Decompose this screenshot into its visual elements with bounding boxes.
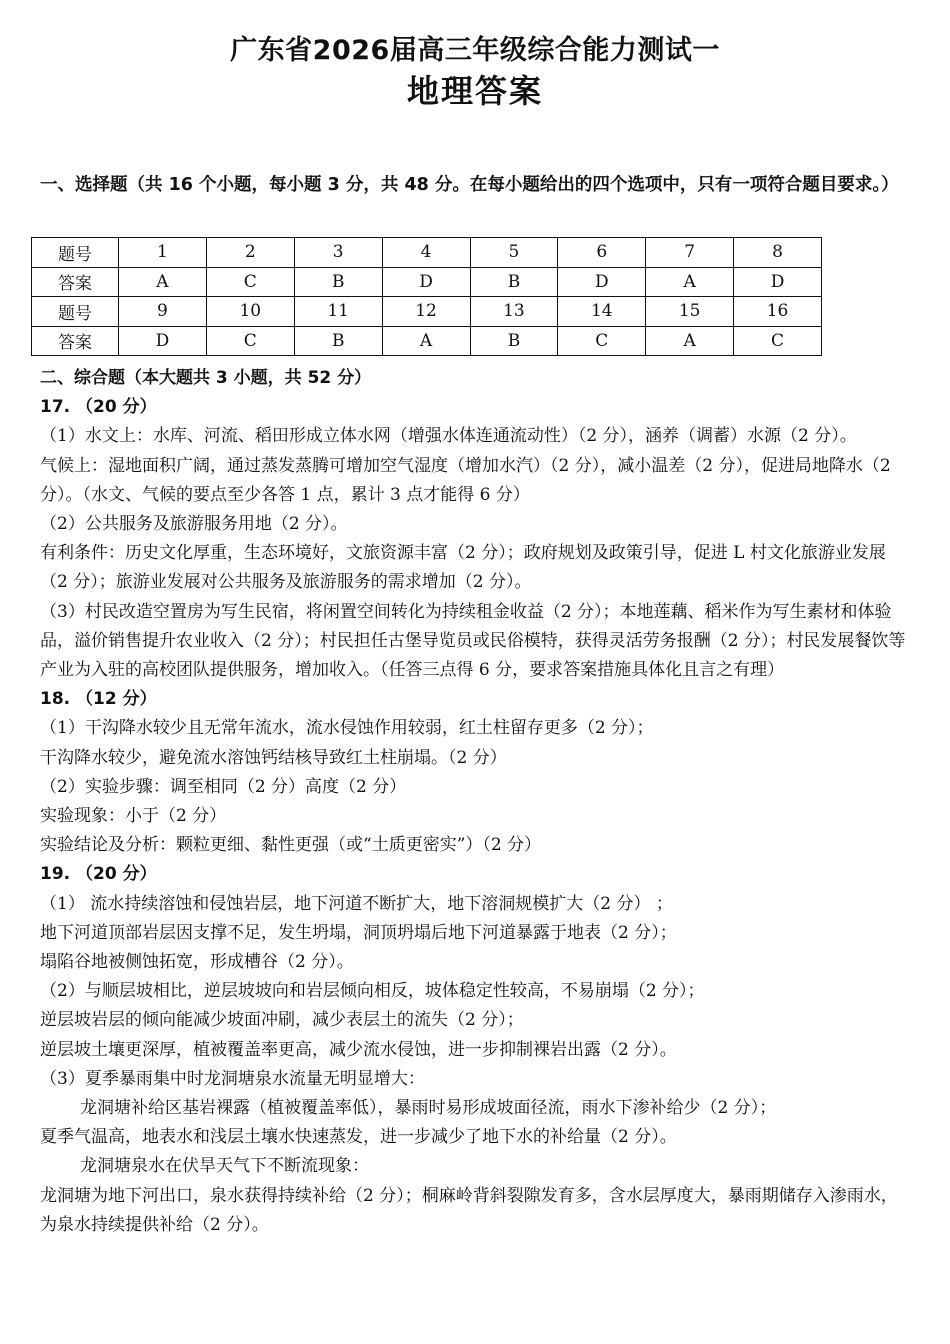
table-cell: 3 bbox=[294, 238, 382, 268]
table-cell: 4 bbox=[382, 238, 470, 268]
question-19-number: 19. （20 分） bbox=[40, 864, 157, 885]
table-cell: D bbox=[734, 267, 822, 297]
table-cell: 题号 bbox=[32, 238, 119, 268]
q17-paragraph: 气候上：湿地面积广阔，通过蒸发蒸腾可增加空气湿度（增加水汽）（2 分），减小温差（2 分），促进局地降水（2 分）。（水文、气候的要点至少各答 1 点，累计 3 点才能得 6 分） bbox=[40, 455, 891, 505]
q19-paragraph: 龙洞塘泉水在伏旱天气下不断流现象： bbox=[80, 1156, 369, 1177]
q19-paragraph: 塌陷谷地被侧蚀拓宽，形成槽谷（2 分）。 bbox=[40, 952, 354, 973]
table-cell: B bbox=[294, 267, 382, 297]
q18-paragraph: 干沟降水较少，避免流水溶蚀钙结核导致红土柱崩塌。（2 分） bbox=[40, 747, 507, 768]
q19-paragraph: （2）与顺层坡相比，逆层坡坡向和岩层倾向相反，坡体稳定性较高，不易崩塌（2 分）； bbox=[40, 981, 705, 1002]
q19-paragraph: 龙洞塘补给区基岩裸露（植被覆盖率低），暴雨时易形成坡面径流，雨水下渗补给少（2 分）； bbox=[80, 1098, 777, 1119]
table-cell: 16 bbox=[734, 297, 822, 327]
table-cell: A bbox=[119, 267, 207, 297]
question-18-number: 18. （12 分） bbox=[40, 689, 157, 710]
table-cell: 15 bbox=[646, 297, 734, 327]
table-row bbox=[32, 267, 822, 297]
table-cell: A bbox=[382, 326, 470, 356]
q19-paragraph: 逆层坡土壤更深厚，植被覆盖率更高，减少流水侵蚀，进一步抑制裸岩出露（2 分）。 bbox=[40, 1039, 677, 1060]
table-cell: 题号 bbox=[32, 297, 119, 327]
table-cell: D bbox=[119, 326, 207, 356]
section2-heading: 二、综合题（本大题共 3 小题，共 52 分） bbox=[40, 368, 372, 388]
q17-paragraph: （2）公共服务及旅游服务用地（2 分）。 bbox=[40, 514, 348, 535]
q19-paragraph: 夏季气温高，地表水和浅层土壤水快速蒸发，进一步减少了地下水的补给量（2 分）。 bbox=[40, 1127, 677, 1148]
table-cell: B bbox=[470, 326, 558, 356]
table-cell: B bbox=[470, 267, 558, 297]
q18-paragraph: 实验现象：小于（2 分） bbox=[40, 806, 227, 827]
table-cell: C bbox=[206, 267, 294, 297]
q19-paragraph: 逆层坡岩层的倾向能减少坡面冲刷，减少表层土的流失（2 分）； bbox=[40, 1010, 524, 1031]
section1-heading: 一、选择题（共 16 个小题，每小题 3 分，共 48 分。在每小题给出的四个选项中，只有一项符合题目要求。） bbox=[40, 175, 899, 195]
q19-paragraph: （3）夏季暴雨集中时龙洞塘泉水流量无明显增大： bbox=[40, 1068, 425, 1089]
table-cell: D bbox=[558, 267, 646, 297]
table-cell: 13 bbox=[470, 297, 558, 327]
table-cell: C bbox=[734, 326, 822, 356]
answer-table bbox=[31, 237, 822, 356]
table-cell: 12 bbox=[382, 297, 470, 327]
q17-paragraph: 有利条件：历史文化厚重，生态环境好，文旅资源丰富（2 分）；政府规划及政策引导，促进 L 村文化旅游业发展（2 分）；旅游业发展对公共服务及旅游服务的需求增加（2 分）。 bbox=[40, 543, 886, 593]
table-cell: 2 bbox=[206, 238, 294, 268]
q18-paragraph: （1）干沟降水较少且无常年流水，流水侵蚀作用较弱，红土柱留存更多（2 分）； bbox=[40, 718, 654, 739]
q19-paragraph: 龙洞塘为地下河出口，泉水获得持续补给（2 分）；桐麻岭背斜裂隙发育多，含水层厚度大，暴雨期储存入渗雨水，为泉水持续提供补给（2 分）。 bbox=[40, 1185, 898, 1235]
subject-title: 地理答案 bbox=[406, 72, 543, 110]
table-cell: A bbox=[646, 326, 734, 356]
table-cell: 5 bbox=[470, 238, 558, 268]
table-row bbox=[32, 326, 822, 356]
table-cell: D bbox=[382, 267, 470, 297]
q17-paragraph: （3）村民改造空置房为写生民宿，将闲置空间转化为持续租金收益（2 分）；本地莲藕、稻米作为写生素材和体验品，溢价销售提升农业收入（2 分）；村民担任古堡导览员或民俗模特，获得灵活劳务报酬（2 分）；村民发展餐饮等产业为入驻的高校团队提供服务，增加收入。（任答三点得 6 分，要求答案措施具体化且言之有理） bbox=[40, 601, 906, 681]
table-cell: B bbox=[294, 326, 382, 356]
table-cell: 8 bbox=[734, 238, 822, 268]
table-cell: 14 bbox=[558, 297, 646, 327]
table-cell: 10 bbox=[206, 297, 294, 327]
table-cell: C bbox=[206, 326, 294, 356]
table-cell: 6 bbox=[558, 238, 646, 268]
q19-paragraph: 地下河道顶部岩层因支撑不足，发生坍塌，洞顶坍塌后地下河道暴露于地表（2 分）； bbox=[40, 922, 677, 943]
table-cell: 11 bbox=[294, 297, 382, 327]
q17-paragraph: （1）水文上：水库、河流、稻田形成立体水网（增强水体连通流动性）（2 分），涵养（调蓄）水源（2 分）。 bbox=[40, 426, 857, 447]
table-cell: 9 bbox=[119, 297, 207, 327]
table-cell: 答案 bbox=[32, 326, 119, 356]
q18-paragraph: 实验结论及分析：颗粒更细、黏性更强（或“土质更密实”）（2 分） bbox=[40, 835, 542, 856]
section2-body bbox=[40, 364, 910, 1240]
exam-title: 广东省2026届高三年级综合能力测试一 bbox=[230, 35, 720, 66]
table-cell: 答案 bbox=[32, 267, 119, 297]
question-17-number: 17. （20 分） bbox=[40, 397, 157, 418]
q18-paragraph: （2）实验步骤：调至相同（2 分）高度（2 分） bbox=[40, 776, 407, 797]
q19-paragraph: （1） 流水持续溶蚀和侵蚀岩层，地下河道不断扩大，地下溶洞规模扩大（2 分） ； bbox=[40, 893, 673, 914]
table-row bbox=[32, 238, 822, 268]
table-cell: 7 bbox=[646, 238, 734, 268]
table-row bbox=[32, 297, 822, 327]
table-cell: A bbox=[646, 267, 734, 297]
table-cell: 1 bbox=[119, 238, 207, 268]
table-cell: C bbox=[558, 326, 646, 356]
